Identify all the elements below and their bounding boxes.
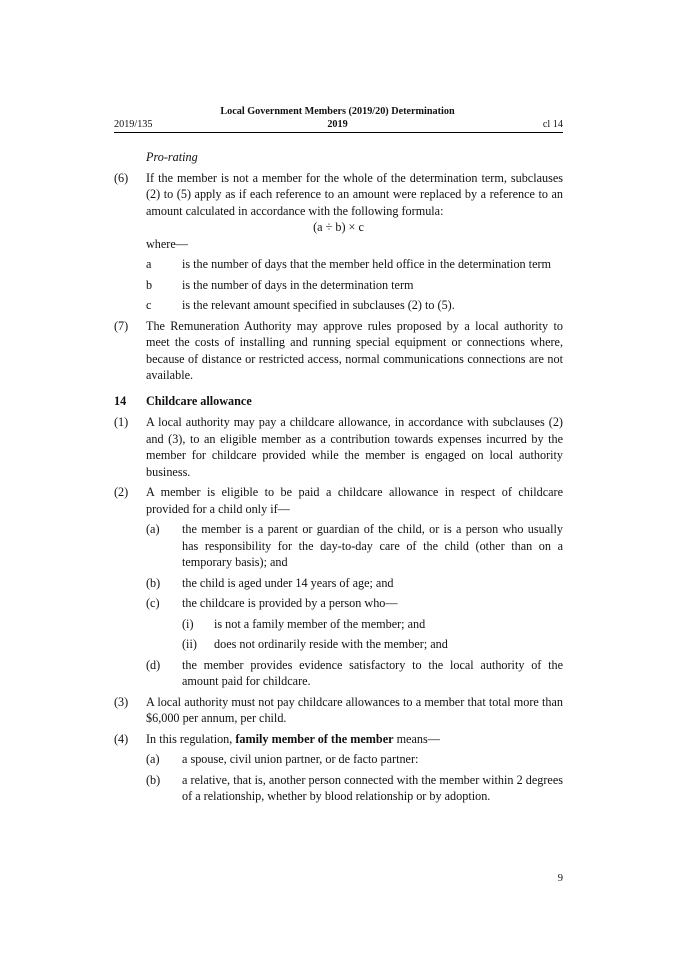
paragraph-b xyxy=(146,772,563,805)
definition-text: is the number of days that the member held office in the determination term xyxy=(182,257,552,271)
definition-c xyxy=(146,297,563,314)
definition-label: b xyxy=(146,277,153,292)
subparagraph-label: (i) xyxy=(182,616,194,631)
subparagraph-text: does not ordinarily reside with the member; and xyxy=(214,637,448,651)
where-label: where— xyxy=(146,236,188,251)
paragraph-d xyxy=(146,657,563,690)
definition-lead: In this regulation, xyxy=(146,731,236,746)
header-right-clause: cl 14 xyxy=(542,119,563,130)
paragraph-text: a relative, that is, another person connected with the member within 2 degrees of a relationship, whether by blood relationship or by adoption. xyxy=(182,772,563,803)
paragraph-label: (c) xyxy=(146,596,160,610)
definition-label: c xyxy=(146,298,152,312)
definition-a xyxy=(146,256,563,273)
subclause-6 xyxy=(114,170,563,220)
subclause-number: (2) xyxy=(114,485,129,499)
subparagraph-label: (ii) xyxy=(182,637,197,651)
paragraph-text: the member provides evidence satisfactory to the local authority of the amount paid for childcare. xyxy=(182,657,563,688)
defined-term: family member of the member xyxy=(235,731,394,746)
header-title-line2: 2019 xyxy=(327,119,348,130)
paragraph-text: a spouse, civil union partner, or de facto partner: xyxy=(182,752,419,766)
paragraph-text: the child is aged under 14 years of age; and xyxy=(182,575,394,590)
definition-label: a xyxy=(146,257,152,271)
definition-tail: means— xyxy=(393,731,440,746)
definition-b xyxy=(146,277,563,294)
subclause-number: (6) xyxy=(114,170,129,185)
subclause-text: If the member is not a member for the whole of the determination term, subclauses (2) to (5) apply as if each reference to an amount were replaced by a reference to an amount calculated in accordance with the following formula: xyxy=(146,170,563,218)
subclause-number: (3) xyxy=(114,694,129,709)
paragraph-text: the childcare is provided by a person who— xyxy=(182,596,398,610)
paragraph-label: (b) xyxy=(146,772,161,787)
clause-title: Childcare allowance xyxy=(146,393,252,408)
paragraph-label: (a) xyxy=(146,752,160,766)
clause-14-subclause-2 xyxy=(114,484,563,517)
header-rule xyxy=(114,132,563,133)
subclause-number: (7) xyxy=(114,318,129,333)
clause-14-subclause-4 xyxy=(114,731,563,748)
paragraph-label: (d) xyxy=(146,657,161,672)
subclause-number: (1) xyxy=(114,415,129,429)
page-number: 9 xyxy=(557,873,563,884)
formula: (a ÷ b) × c xyxy=(313,220,364,234)
running-header-title xyxy=(150,105,525,131)
clause-number: 14 xyxy=(114,393,127,408)
subparagraph-i xyxy=(182,616,563,633)
paragraph-text: the member is a parent or guardian of the child, or is a person who usually has responsibility for the day-to-day care of the child (other than on a temporary basis); and xyxy=(182,522,563,569)
header-left-ref: 2019/135 xyxy=(114,119,153,130)
clause-14-subclause-1 xyxy=(114,414,563,480)
paragraph-a xyxy=(146,751,563,768)
subclause-number: (4) xyxy=(114,731,129,746)
paragraph-label: (b) xyxy=(146,575,161,590)
subclause-text: The Remuneration Authority may approve rules proposed by a local authority to meet the costs of installing and running special equipment or connections where, because of distance or restricted access, normal communications connections are not available. xyxy=(146,318,563,382)
paragraph-a xyxy=(146,521,563,571)
subclause-7 xyxy=(114,318,563,384)
paragraph-label: (a) xyxy=(146,522,160,536)
subclause-text: A local authority may pay a childcare allowance, in accordance with subclauses (2) and (3), to an eligible member as a contribution towards expenses incurred by the member for childcare provided while the member is engaged on local authority business. xyxy=(146,415,563,479)
definition-text: is the relevant amount specified in subclauses (2) to (5). xyxy=(182,298,455,312)
header-title-line1: Local Government Members (2019/20) Determination xyxy=(220,106,455,117)
clause-14-subclause-3 xyxy=(114,694,563,727)
subclause-text: A member is eligible to be paid a childcare allowance in respect of childcare provided for a child only if— xyxy=(146,485,563,516)
document-body xyxy=(114,149,563,805)
clause-14-heading xyxy=(114,393,563,410)
prorating-heading: Pro-rating xyxy=(146,150,198,164)
subclause-text: A local authority must not pay childcare allowances to a member that total more than $6,000 per annum, per child. xyxy=(146,694,563,725)
paragraph-c xyxy=(146,595,563,612)
subclause-text xyxy=(146,731,563,748)
definition-text: is the number of days in the determination term xyxy=(182,277,414,292)
paragraph-b xyxy=(146,575,563,592)
subparagraph-text: is not a family member of the member; and xyxy=(214,616,426,631)
subparagraph-ii xyxy=(182,636,563,653)
